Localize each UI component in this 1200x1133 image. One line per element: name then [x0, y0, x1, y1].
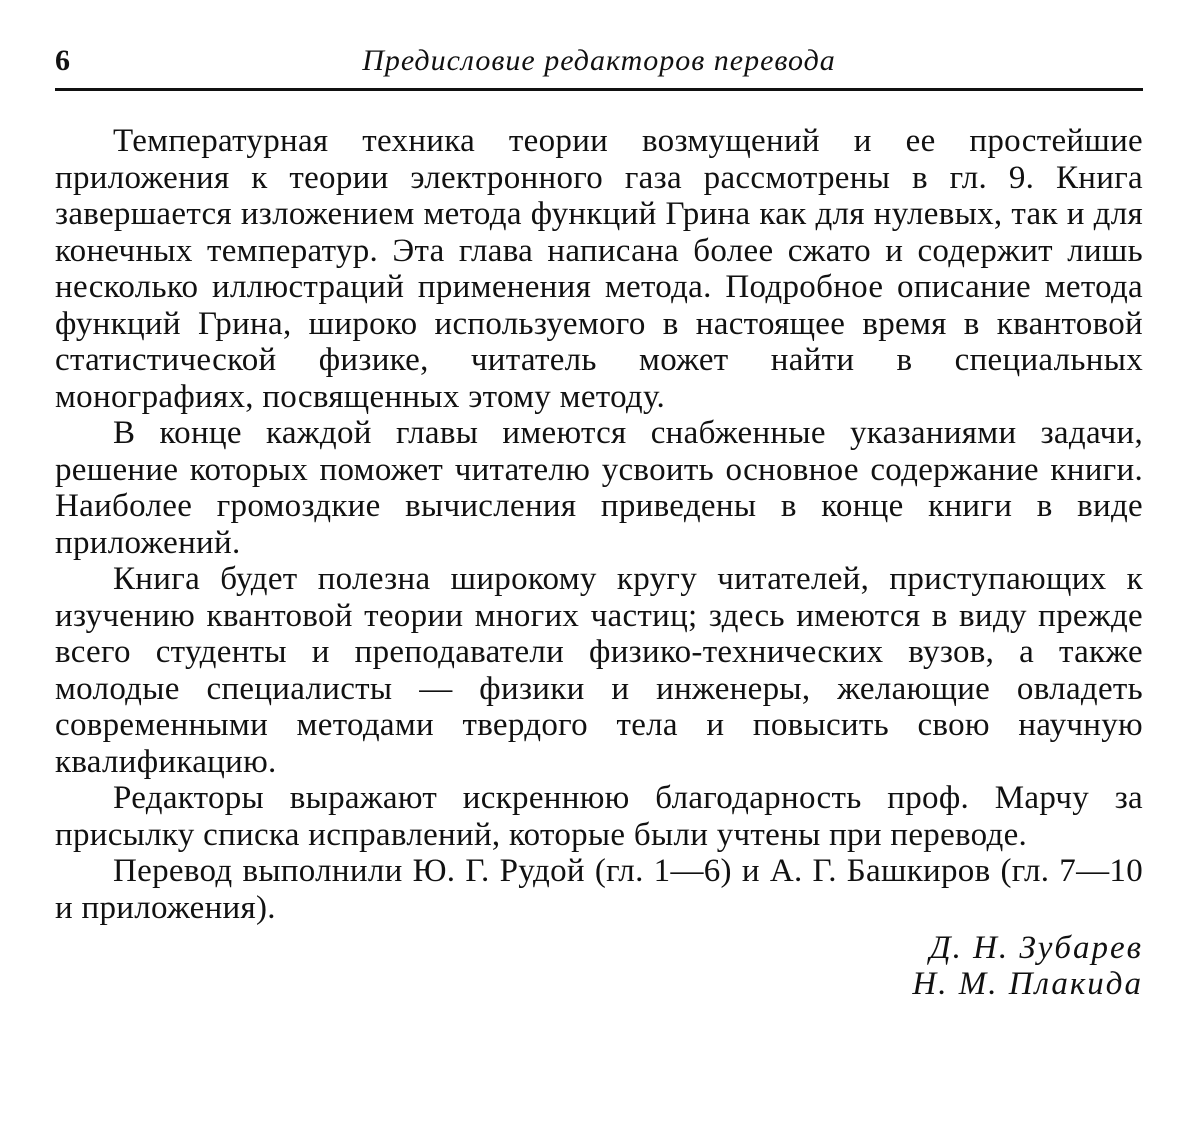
paragraph: Редакторы выражают искреннюю благодарность проф. Марчу за присылку списка исправлений, которые были учтены при переводе.	[55, 780, 1143, 853]
signature-editor-1: Д. Н. Зубарев	[929, 930, 1143, 966]
page-number: 6	[55, 44, 70, 77]
running-title: Предисловие редакторов перевода	[362, 44, 836, 77]
body-text	[55, 123, 1143, 926]
paragraph: Температурная техника теории возмущений и ее простейшие приложения к теории электронного газа рассмотрены в гл. 9. Книга завершается изложением метода функций Грина как для нулевых, так и для конечных температур. Эта глава написана более сжато и содержит лишь несколько иллюстраций применения метода. Подробное описание метода функций Грина, широко используемого в настоящее время в квантовой статистической физике, читатель может найти в специальных монографиях, посвященных этому методу.	[55, 123, 1143, 415]
paragraph: Перевод выполнили Ю. Г. Рудой (гл. 1—6) и А. Г. Башкиров (гл. 7—10 и приложения).	[55, 853, 1143, 926]
running-head	[55, 40, 1143, 91]
signature-editor-2: Н. М. Плакида	[912, 966, 1143, 1002]
paragraph: В конце каждой главы имеются снабженные указаниями задачи, решение которых поможет читателю усвоить основное содержание книги. Наиболее громоздкие вычисления приведены в конце книги в виде приложений.	[55, 415, 1143, 561]
book-page	[55, 40, 1143, 1002]
paragraph: Книга будет полезна широкому кругу читателей, приступающих к изучению квантовой теории многих частиц; здесь имеются в виду прежде всего студенты и преподаватели физико-технических вузов, а также молодые специалисты — физики и инженеры, желающие овладеть современными методами твердого тела и повысить свою научную квалификацию.	[55, 561, 1143, 780]
signatures	[55, 930, 1143, 1002]
